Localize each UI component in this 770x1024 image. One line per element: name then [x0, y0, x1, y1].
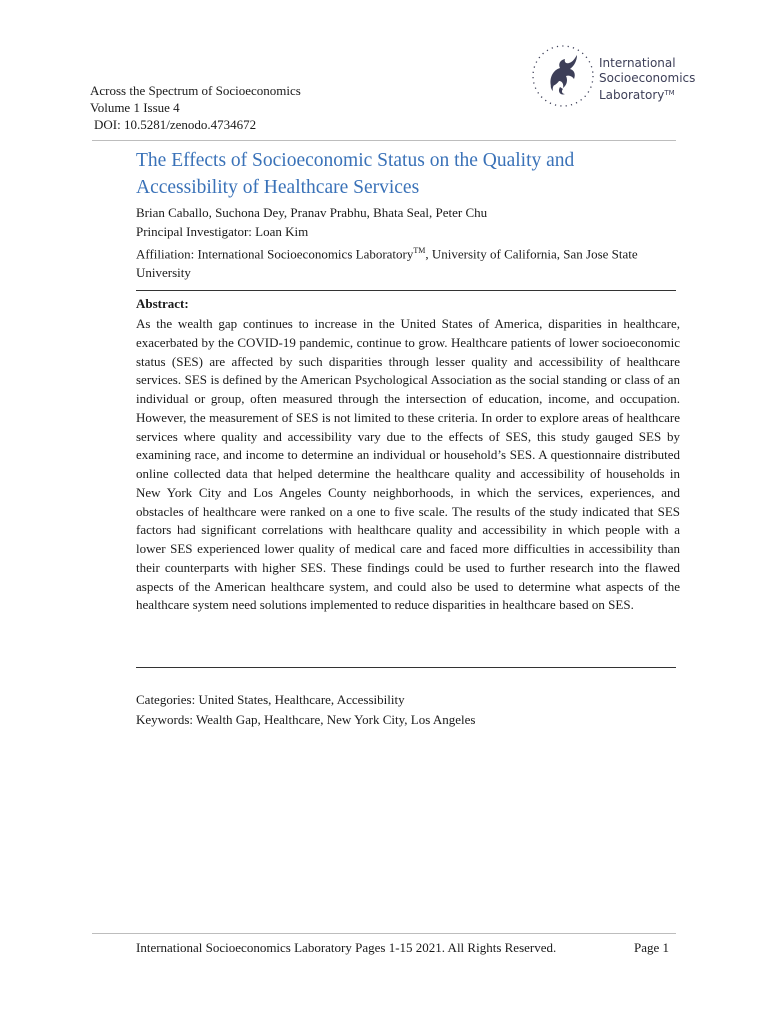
abstract-heading: Abstract: [136, 296, 189, 311]
abstract-text: As the wealth gap continues to increase in the United States of America, disparities in healthcare, exacerbated by the COVID-19 pandemic, continue to grow. Healthcare patients of lower socioeconomic status (SES) are affected by such disparities through lesser quality and accessibility of healthcare services. SES is defined by the American Psychological Association as the social standing or class of an individual or group, often measured through the intersection of education, income, and occupation. However, the measurement of SES is not limited to these criteria. In order to explore areas of healthcare services where quality and accessibility vary due to the effects of SES, this study gauged SES by examining race, and income to determine an individual or household’s SES. A questionnaire distributed online collected data that helped determine the healthcare quality and accessibility of households in New York City and Los Angeles County neighborhoods, in which the services, experiences, and obstacles of healthcare were ranked on a one to five scale. The results of the study indicated that SES factors had significant correlations with healthcare quality and accessibility in which people with a lower SES experienced lower quality of medical care and faced more difficulties in accessibility than their counterparts with higher SES. These findings could be used to further research into the flawed aspects of the American healthcare system, and could also be used to determine what aspects of the healthcare system need solutions implemented to reduce disparities in healthcare based on SES. [136, 316, 680, 613]
journal-volume: Volume 1 Issue 4 [90, 100, 180, 115]
logo-line-1: International [599, 56, 676, 70]
paper-meta [136, 203, 681, 282]
affiliation-tm: TM [413, 246, 426, 255]
separator-line-top [136, 290, 676, 292]
classification [136, 690, 475, 730]
header-rule [92, 140, 676, 141]
separator-line-bottom [136, 667, 676, 669]
logo-line-2: Socioeconomics [599, 71, 696, 85]
affiliation-rest: , University of California, San Jose State University [136, 246, 638, 281]
journal-info [90, 82, 301, 133]
lab-logo-text [599, 56, 695, 103]
journal-doi: DOI: 10.5281/zenodo.4734672 [94, 117, 257, 132]
lab-logo [527, 42, 702, 112]
logo-line-3 [599, 86, 695, 103]
affiliation [136, 241, 681, 282]
keywords: Keywords: Wealth Gap, Healthcare, New York City, Los Angeles [136, 712, 476, 727]
bird-emblem-icon [527, 42, 597, 112]
logo-line-3-text: Laboratory [599, 88, 665, 102]
footer-rule [92, 933, 676, 934]
authors: Brian Caballo, Suchona Dey, Pranav Prabhu, Bhata Seal, Peter Chu [136, 205, 488, 220]
logo-tm: TM [664, 89, 675, 97]
footer-text: International Socioeconomics Laboratory Pages 1-15 2021. All Rights Reserved. [136, 940, 557, 955]
page-number: Page 1 [634, 940, 670, 955]
affiliation-prefix: Affiliation: International Socioeconomics Laboratory [136, 246, 414, 262]
paper-title: The Effects of Socioeconomic Status on the Quality and Accessibility of Healthcare Services [136, 150, 575, 198]
journal-name: Across the Spectrum of Socioeconomics [90, 83, 301, 98]
principal-investigator: Principal Investigator: Loan Kim [136, 224, 309, 239]
categories: Categories: United States, Healthcare, Accessibility [136, 692, 405, 707]
